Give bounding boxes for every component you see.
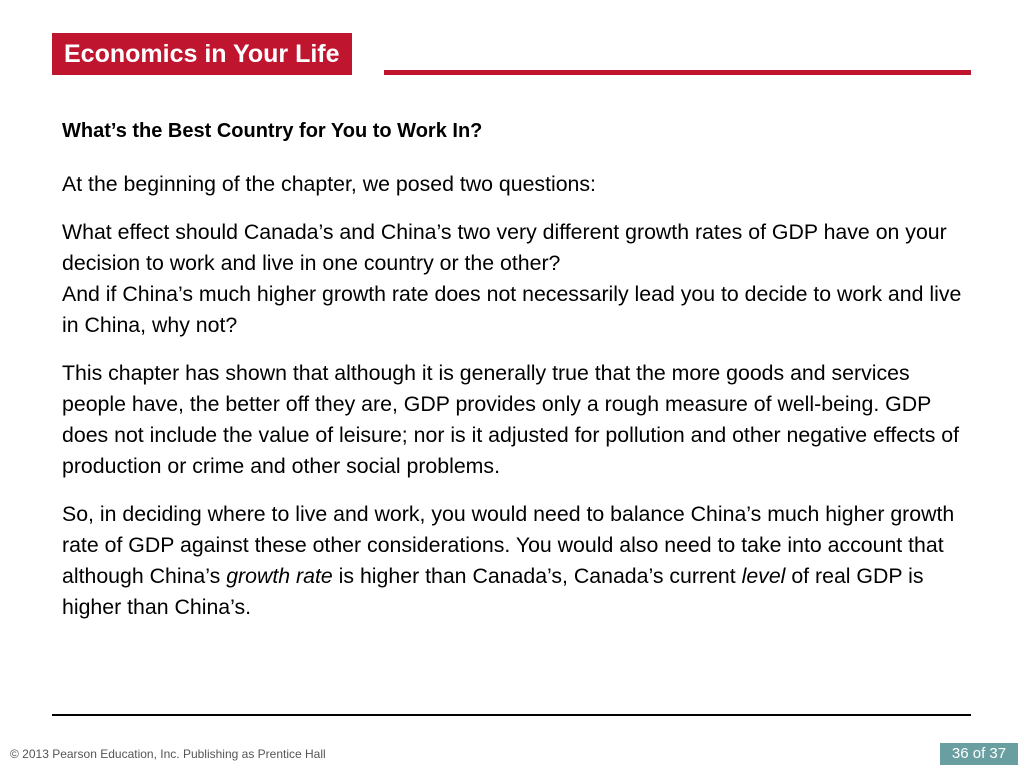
page-number-badge: 36 of 37: [940, 743, 1018, 765]
slide-title: Economics in Your Life: [52, 33, 352, 75]
question-2: And if China’s much higher growth rate does not necessarily lead you to decide to work and live in China, why not?: [62, 282, 962, 337]
emphasis-growth-rate: growth rate: [226, 564, 333, 588]
conclusion-paragraph: [62, 499, 967, 623]
questions-block: [62, 217, 967, 341]
conclusion-text-1: So, in deciding where to live and work, you would need to balance China’s much higher growth rate of GDP against these other considerations. You would also need to take into account that although China’s: [62, 502, 955, 588]
section-heading: What’s the Best Country for You to Work In?: [62, 120, 483, 142]
footer-divider: [52, 714, 971, 716]
emphasis-level: level: [741, 564, 786, 588]
title-underline: [384, 70, 971, 75]
intro-paragraph: At the beginning of the chapter, we posed two questions:: [62, 172, 596, 196]
conclusion-text-2: is higher than Canada’s, Canada’s current: [332, 564, 742, 588]
conclusion-text-3: of real GDP is higher than China’s.: [62, 564, 924, 619]
slide-body: [62, 116, 967, 640]
explanation-paragraph: This chapter has shown that although it is generally true that the more goods and services people have, the better off they are, GDP provides only a rough measure of well-being. GDP does not include the value of leisure; nor is it adjusted for pollution and other negative effects of production or crime and other social problems.: [62, 361, 960, 478]
question-1: What effect should Canada’s and China’s two very different growth rates of GDP have on your decision to work and live in one country or the other?: [62, 220, 947, 275]
copyright-notice: © 2013 Pearson Education, Inc. Publishing as Prentice Hall: [10, 747, 326, 761]
